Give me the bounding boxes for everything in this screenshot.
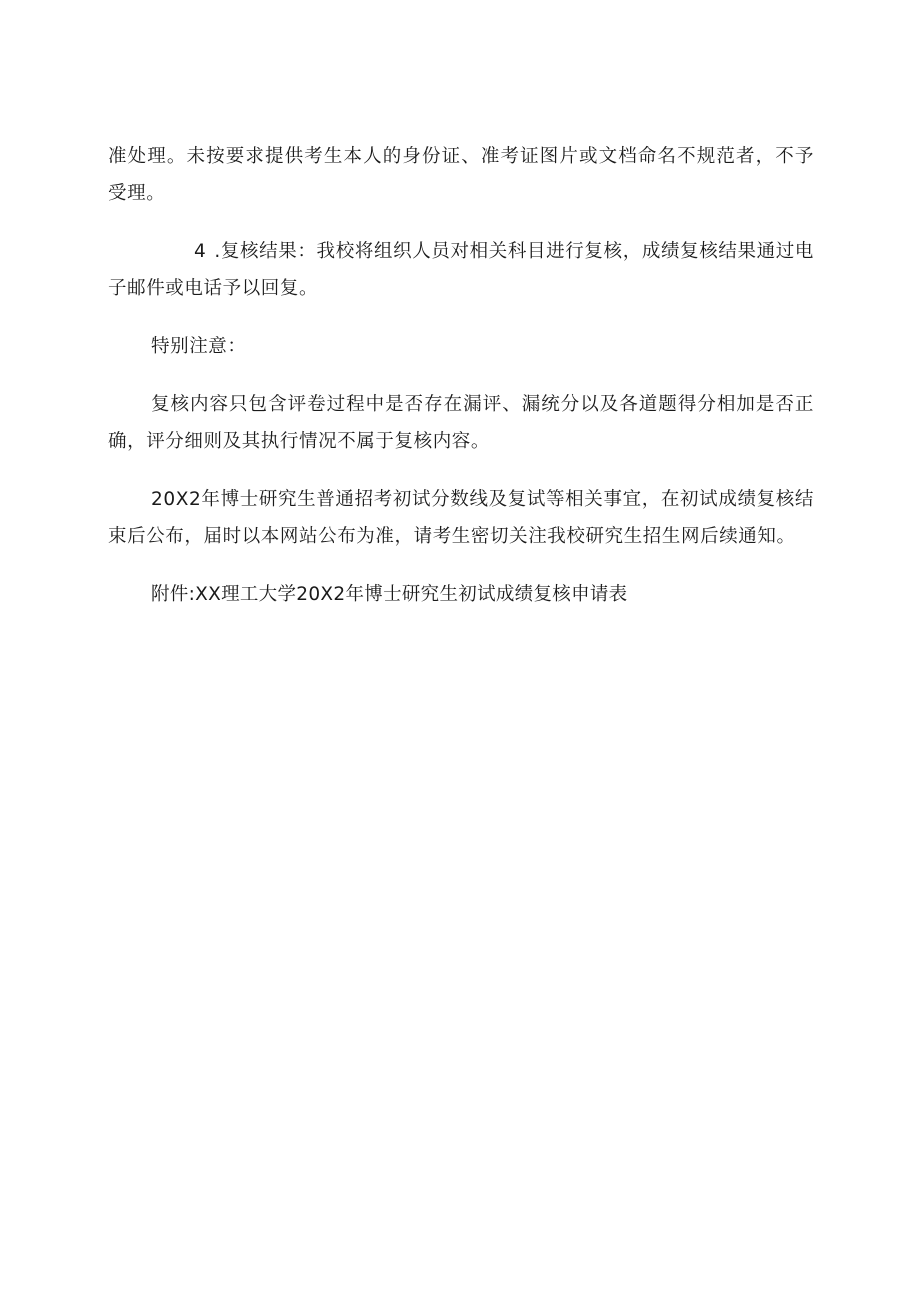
paragraph-review-result	[108, 233, 814, 307]
paragraph-review-scope: 复核内容只包含评卷过程中是否存在漏评、漏统分以及各道题得分相加是否正确，评分细则及其执行情况不属于复核内容。	[108, 394, 814, 452]
item-number: 4	[194, 241, 207, 262]
paragraph-special-notice-heading: 特别注意：	[151, 336, 247, 357]
paragraph-attachment: 附件:XX理工大学20X2年博士研究生初试成绩复核申请表	[151, 584, 628, 605]
document-body	[108, 138, 814, 634]
paragraph-score-line-announcement: 20X2年博士研究生普通招考初试分数线及复试等相关事宜，在初试成绩复核结束后公布，届时以本网站公布为准，请考生密切关注我校研究生招生网后续通知。	[108, 489, 814, 547]
review-result-text: .复核结果：我校将组织人员对相关科目进行复核，成绩复核结果通过电子邮件或电话予以回复。	[108, 241, 814, 299]
paragraph-review-rejection-note: 准处理。未按要求提供考生本人的身份证、准考证图片或文档命名不规范者，不予受理。	[108, 146, 814, 204]
